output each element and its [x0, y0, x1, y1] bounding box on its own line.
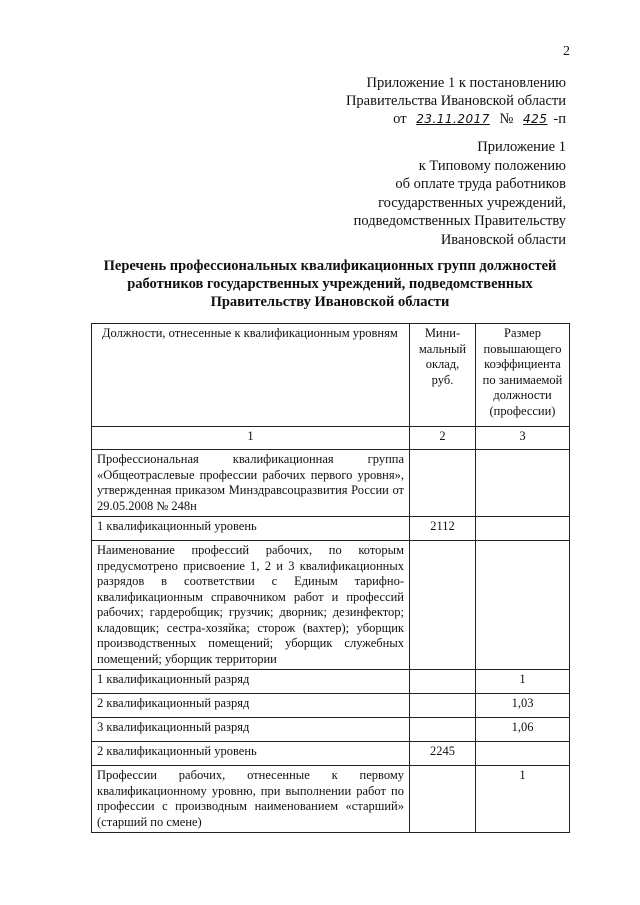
order-suffix: -п — [553, 111, 566, 127]
title-line3: Правительству Ивановской области — [210, 294, 450, 310]
row-name: Профессии рабочих, отнесенные к первому квалификационному уровню, при выполнении работ по профессии с производным наименованием «старший» (старший по смене) — [92, 766, 410, 833]
row-name: 1 квалификационный разряд — [92, 670, 410, 694]
appendix-sub-line2: к Типовому положению — [418, 157, 566, 174]
table-row — [92, 742, 570, 766]
row-salary — [410, 718, 476, 742]
appendix-header-line2: Правительства Ивановской области — [345, 93, 566, 109]
order-date: 23.11.2017 — [416, 112, 490, 126]
table-row — [92, 718, 570, 742]
appendix-sub-line1: Приложение 1 — [477, 139, 566, 155]
header-coefficient: Размер повышающего коэффициента по занимаемой должности (профессии) — [476, 324, 570, 427]
header-min-salary: Мини-мальный оклад, руб. — [410, 324, 476, 427]
table-row — [92, 541, 570, 670]
column-number: 3 — [476, 427, 570, 450]
column-number-row — [92, 427, 570, 450]
order-line — [346, 110, 566, 128]
row-coef: 1,06 — [476, 718, 570, 742]
row-name: 2 квалификационный уровень — [92, 742, 410, 766]
number-label: № — [499, 111, 514, 127]
row-salary — [410, 541, 476, 670]
appendix-sub-line3: об оплате труда работников — [395, 176, 566, 192]
row-salary — [410, 694, 476, 718]
row-name: 2 квалификационный разряд — [92, 694, 410, 718]
from-label: от — [393, 111, 407, 127]
row-coef — [476, 541, 570, 670]
row-salary — [410, 766, 476, 833]
table-row — [92, 670, 570, 694]
row-name: 1 квалификационный уровень — [92, 517, 410, 541]
table-row — [92, 450, 570, 517]
page-number: 2 — [563, 44, 570, 59]
row-coef — [476, 742, 570, 766]
header-positions: Должности, отнесенные к квалификационным уровням — [92, 324, 410, 427]
title-line1: Перечень профессиональных квалификационных групп должностей — [103, 258, 557, 274]
appendix-sub-header — [354, 138, 566, 249]
table-row — [92, 766, 570, 833]
row-salary — [410, 670, 476, 694]
row-salary: 2112 — [410, 517, 476, 541]
row-coef: 1 — [476, 670, 570, 694]
column-number: 1 — [92, 427, 410, 450]
table-row — [92, 517, 570, 541]
qualification-groups-table — [91, 323, 570, 833]
table-header-row — [92, 324, 570, 427]
appendix-sub-line5: подведомственных Правительству — [353, 213, 566, 229]
title-line2: работников государственных учреждений, подведомственных — [127, 276, 533, 292]
row-name: Наименование профессий рабочих, по которым предусмотрено присвоение 1, 2 и 3 квалификационных разрядов в соответствии с Единым тарифно-квалификационным справочником работ и профессий рабочих; гардеробщик; грузчик; дворник; дезинфектор; кладовщик; сестра-хозяйка; сторож (вахтер); уборщик производственных помещений; уборщик служебных помещений; уборщик территории — [92, 541, 410, 670]
table-row — [92, 694, 570, 718]
row-coef: 1,03 — [476, 694, 570, 718]
order-number: 425 — [523, 112, 548, 126]
appendix-header-line1: Приложение 1 к постановлению — [366, 75, 566, 91]
document-title — [90, 257, 570, 311]
column-number: 2 — [410, 427, 476, 450]
appendix-sub-line6: Ивановской области — [440, 231, 566, 248]
appendix-sub-line4: государственных учреждений, — [378, 194, 566, 211]
row-salary: 2245 — [410, 742, 476, 766]
row-coef — [476, 517, 570, 541]
row-name: Профессиональная квалификационная группа «Общеотраслевые профессии рабочих первого уровня», утвержденная приказом Минздравсоцразвития России от 29.05.2008 № 248н — [92, 450, 410, 517]
row-salary — [410, 450, 476, 517]
row-coef: 1 — [476, 766, 570, 833]
row-coef — [476, 450, 570, 517]
row-name: 3 квалификационный разряд — [92, 718, 410, 742]
appendix-header — [346, 74, 566, 128]
